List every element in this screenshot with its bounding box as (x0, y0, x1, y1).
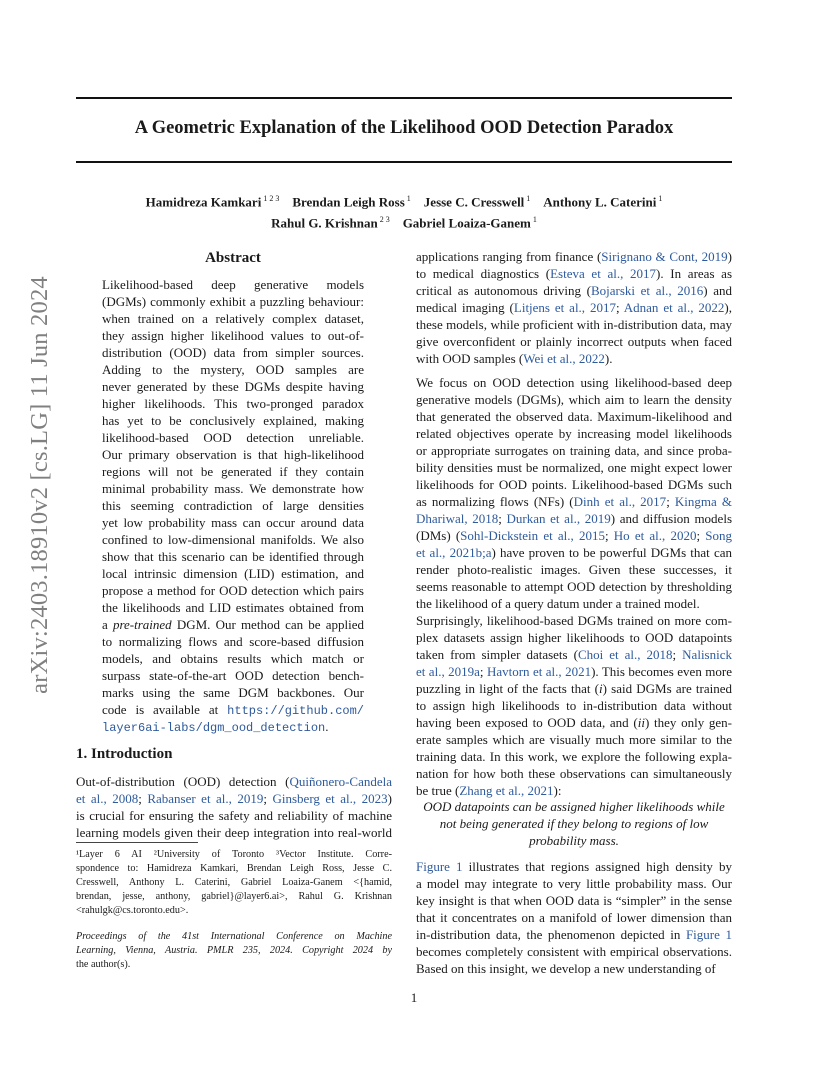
right-column-para-1 (416, 248, 732, 367)
citation-link[interactable]: Havtorn et al., 2021 (486, 664, 592, 679)
paragraph-line: Based on this insight, we develop a new understanding of (416, 961, 716, 976)
paragraph-line: bility densities must be normalized, one might expect lower (416, 460, 732, 475)
paper-title: A Geometric Explanation of the Likelihood OOD Detection Paradox (134, 118, 674, 138)
right-column-para-3 (416, 612, 732, 799)
right-column-para-4 (416, 858, 732, 977)
paragraph-line: in-distribution data, the phenomenon depicted in Figure 1 (416, 927, 732, 942)
author-affiliation-marker: 1 (656, 194, 663, 203)
citation-link[interactable]: Esteva et al., 2017 (550, 266, 657, 281)
author-name: Anthony L. Caterini (543, 194, 657, 210)
author-list (76, 190, 732, 233)
abstract-line: local intrinsic dimension (LID) estimation, and (102, 566, 364, 581)
right-column-para-2 (416, 374, 732, 612)
citation-link[interactable]: Figure 1 (416, 859, 463, 874)
abstract-line: this seeming contradiction of large densities (102, 498, 364, 513)
abstract-line: (DGMs) commonly exhibit a puzzling behaviour: (102, 294, 364, 309)
paragraph-line: Figure 1 illustrates that regions assigned high density by (416, 859, 732, 874)
abstract-line: likelihood-based OOD detection unreliable. (102, 430, 364, 445)
footnote-line: Proceedings of the 41st International Conference on Machine (76, 931, 392, 942)
abstract-line: the likelihoods and LID estimates obtained from (102, 600, 364, 615)
abstract-line: has yet to be conclusively explained, making (102, 413, 364, 428)
abstract-line: to normalizing flows and score-based diffusion (102, 634, 364, 649)
intro-line: is crucial for ensuring the safety and reliability of machine (76, 808, 392, 823)
citation-link[interactable]: Ginsberg et al., 2023 (272, 791, 388, 806)
author-affiliation-marker: 2 3 (377, 215, 390, 225)
paragraph-line: medical imaging (Litjens et al., 2017; Adnan et al., 2022), (416, 300, 732, 315)
citation-link[interactable]: Ho et al., 2020 (613, 528, 697, 543)
footnote-line: ¹Layer 6 AI ²University of Toronto ³Vector Institute. Corre- (76, 849, 392, 860)
intro-line: et al., 2008; Rabanser et al., 2019; Ginsberg et al., 2023) (76, 791, 392, 806)
emphasis: pre-trained (112, 617, 172, 632)
paragraph-line: with OOD samples (Wei et al., 2022). (416, 351, 613, 366)
author-name: Gabriel Loaiza-Ganem (402, 215, 531, 231)
paragraph-line: give overconfident or plainly incorrect outputs when faced (416, 334, 732, 349)
paragraph-line: key insight is that when OOD data is “simpler” in the sense (416, 893, 732, 908)
author-affiliation-marker: 1 (404, 194, 411, 203)
abstract-line: minimal probability mass. We demonstrate how (102, 481, 364, 496)
abstract-line: never generated by these DGMs despite having (102, 379, 364, 394)
paragraph-line: these models, while proficient with in-distribution data, may (416, 317, 732, 332)
citation-link[interactable]: Kingma & (674, 494, 733, 509)
author-affiliation-marker: 1 2 3 (261, 194, 280, 203)
paragraph-line: the likelihood of a query datum under a trained model. (416, 596, 700, 611)
citation-link[interactable]: Dhariwal, 2018 (416, 511, 499, 526)
footnote-line: <rahulgk@cs.toronto.edu>. (76, 905, 189, 916)
abstract-line: models, and obtains results which match or (102, 651, 364, 666)
paragraph-line: We focus on OOD detection using likelihood-based deep (416, 375, 732, 390)
quote-line: OOD datapoints can be assigned higher likelihoods while (423, 799, 725, 814)
paragraph-line: to medical diagnostics (Esteva et al., 2017). In areas as (416, 266, 732, 281)
citation-link[interactable]: Song (705, 528, 732, 543)
abstract-line: when trained on a relatively complex dataset, (102, 311, 364, 326)
paragraph-line: a model may integrate to very little probability mass. Our (416, 876, 732, 891)
abstract-line: show that this scenario can be identified through (102, 549, 364, 564)
footnote-line: brendan, jesse, anthony, gabriel}@layer6.ai>, Rahul G. Krishnan (76, 891, 392, 902)
abstract-line: surpass state-of-the-art OOD detection bench- (102, 668, 364, 683)
citation-link[interactable]: Durkan et al., 2019 (506, 511, 611, 526)
abstract-heading: Abstract (205, 250, 261, 266)
paragraph-line: seems reasonable to attempt OOD detection by thresholding (416, 579, 732, 594)
footnote-line: Learning, Vienna, Austria. PMLR 235, 2024. Copyright 2024 by (76, 945, 392, 956)
paragraph-line: nation for how both these observations can simultaneously (416, 766, 732, 781)
quote-line: not being generated if they belong to regions of low (439, 816, 709, 831)
intro-line: Out-of-distribution (OOD) detection (Quiñonero-Candela (76, 774, 392, 789)
citation-link[interactable]: et al., 2019a (416, 664, 480, 679)
title-bottom-rule (76, 161, 732, 163)
paragraph-line: et al., 2021b;a) have proven to be powerful DGMs that can (416, 545, 732, 560)
abstract-line: distribution (OOD) data from simpler sources. (102, 345, 364, 360)
intro-line: learning models given their deep integration into real-world (76, 825, 392, 840)
abstract-line: layer6ai-labs/dgm_ood_detection. (102, 719, 329, 735)
paragraph-line: that it concentrates on a manifold of lower dimension than (416, 910, 732, 925)
abstract-line: Adding to the mystery, OOD samples are (102, 362, 364, 377)
abstract-line: Our primary observation is that high-likelihood (102, 447, 364, 462)
code-url-link[interactable]: https://github.com/ (227, 704, 364, 718)
paragraph-line: puzzling in light of the facts that (i) said DGMs are trained (416, 681, 732, 696)
abstract-line: code is available at https://github.com/ (102, 702, 364, 718)
citation-link[interactable]: Rabanser et al., 2019 (147, 791, 264, 806)
citation-link[interactable]: Figure 1 (685, 927, 732, 942)
paragraph-line: having been exposed to OOD data, and (ii) they only gen- (416, 715, 732, 730)
citation-link[interactable]: Quiñonero-Candela (289, 774, 392, 789)
paragraph-line: to assign high likelihoods to in-distribution data without (416, 698, 732, 713)
abstract-line: marks using the same DGM backbones. Our (102, 685, 364, 700)
abstract-line: propose a method for OOD detection which pairs (102, 583, 364, 598)
paragraph-line: related objectives operate by increasing model likelihoods (416, 426, 732, 441)
citation-link[interactable]: Choi et al., 2018 (577, 647, 673, 662)
paragraph-line: Dhariwal, 2018; Durkan et al., 2019) and diffusion models (416, 511, 732, 526)
paragraph-line: applications ranging from finance (Sirignano & Cont, 2019) (416, 249, 732, 264)
citation-link[interactable]: Dinh et al., 2017 (573, 494, 667, 509)
citation-link[interactable]: Zhang et al., 2021 (459, 783, 554, 798)
footnote-rule (76, 842, 198, 843)
section-heading-introduction: 1. Introduction (76, 746, 173, 762)
paragraph-line: render photo-realistic images. Given these successes, it (416, 562, 732, 577)
citation-link[interactable]: et al., 2021b;a (416, 545, 492, 560)
citation-link[interactable]: Sohl-Dickstein et al., 2015 (460, 528, 605, 543)
page-number: 1 (410, 990, 418, 1005)
paragraph-line: erate samples which are visually much more similar to the (416, 732, 732, 747)
citation-link[interactable]: et al., 2008 (76, 791, 139, 806)
code-url-link[interactable]: layer6ai-labs/dgm_ood_detection (102, 721, 326, 735)
paragraph-line: likelihoods for OOD points. Likelihood-based DGMs such (416, 477, 732, 492)
author-affiliation-marker: 1 (530, 215, 537, 225)
abstract-line: higher likelihoods. This two-pronged paradox (102, 396, 364, 411)
citation-link[interactable]: Sirignano & Cont, 2019 (601, 249, 728, 264)
footnote-line: Cresswell, Anthony L. Caterini, Gabriel Loaiza-Ganem <{hamid, (76, 877, 392, 888)
paragraph-line: generative models (DGMs), which aim to learn the density (416, 392, 732, 407)
citation-link[interactable]: Nalisnick (682, 647, 732, 662)
top-rule (76, 97, 732, 99)
roman-numeral: ii (637, 715, 645, 730)
abstract-body (102, 276, 364, 735)
citation-link[interactable]: Wei et al., 2022 (523, 351, 605, 366)
paragraph-line: training data. In this work, we explore the following expla- (416, 749, 732, 764)
abstract-line: confined to low-dimensional manifolds. We also (102, 532, 364, 547)
author-line-1 (76, 190, 732, 211)
paragraph-line: that generated the observed data. Maximum-likelihood and (416, 409, 732, 424)
author-affiliation-marker: 1 (524, 194, 531, 203)
paragraph-line: plex datasets assign higher likelihoods to OOD datapoints (416, 630, 732, 645)
footnote-line: spondence to: Hamidreza Kamkari, Brendan Leigh Ross, Jesse C. (76, 863, 392, 874)
paragraph-line: be true (Zhang et al., 2021): (416, 783, 562, 798)
paragraph-line: (DMs) (Sohl-Dickstein et al., 2015; Ho et al., 2020; Song (416, 528, 732, 543)
abstract-line: regions will not be generated if they contain (102, 464, 364, 479)
author-name: Rahul G. Krishnan (271, 215, 378, 231)
author-name: Jesse C. Cresswell (423, 194, 525, 210)
quote-line: probability mass. (529, 833, 619, 848)
abstract-line: yet low probability mass can occur around data (102, 515, 364, 530)
citation-link[interactable]: Litjens et al., 2017 (513, 300, 616, 315)
citation-link[interactable]: Bojarski et al., 2016 (590, 283, 704, 298)
highlighted-hypothesis (416, 798, 732, 849)
paragraph-line: Surprisingly, likelihood-based DGMs trained on more com- (416, 613, 732, 628)
footnote-line: the author(s). (76, 959, 131, 970)
author-name: Hamidreza Kamkari (145, 194, 262, 210)
citation-link[interactable]: Adnan et al., 2022 (623, 300, 725, 315)
abstract-line: they assign higher likelihood values to out-of- (102, 328, 364, 343)
introduction-body (76, 773, 392, 841)
author-line-2 (76, 211, 732, 232)
abstract-line: a pre-trained DGM. Our method can be applied (102, 617, 364, 632)
roman-numeral: i (599, 681, 603, 696)
paragraph-line: et al., 2019a; Havtorn et al., 2021). This becomes even more (416, 664, 732, 679)
abstract-line: Likelihood-based deep generative models (102, 277, 364, 292)
paragraph-line: critical as autonomous driving (Bojarski et al., 2016) and (416, 283, 732, 298)
paragraph-line: becomes completely consistent with empirical observations. (416, 944, 732, 959)
paragraph-line: as normalizing flows (NFs) (Dinh et al., 2017; Kingma & (416, 494, 733, 509)
arxiv-watermark: arXiv:2403.18910v2 [cs.LG] 11 Jun 2024 (26, 276, 53, 694)
affiliation-footnote (76, 848, 392, 918)
paragraph-line: or appropriate surrogates on training data, and since proba- (416, 443, 732, 458)
paragraph-line: taken from simpler datasets (Choi et al., 2018; Nalisnick (416, 647, 732, 662)
author-name: Brendan Leigh Ross (292, 194, 405, 210)
proceedings-note (76, 930, 392, 972)
